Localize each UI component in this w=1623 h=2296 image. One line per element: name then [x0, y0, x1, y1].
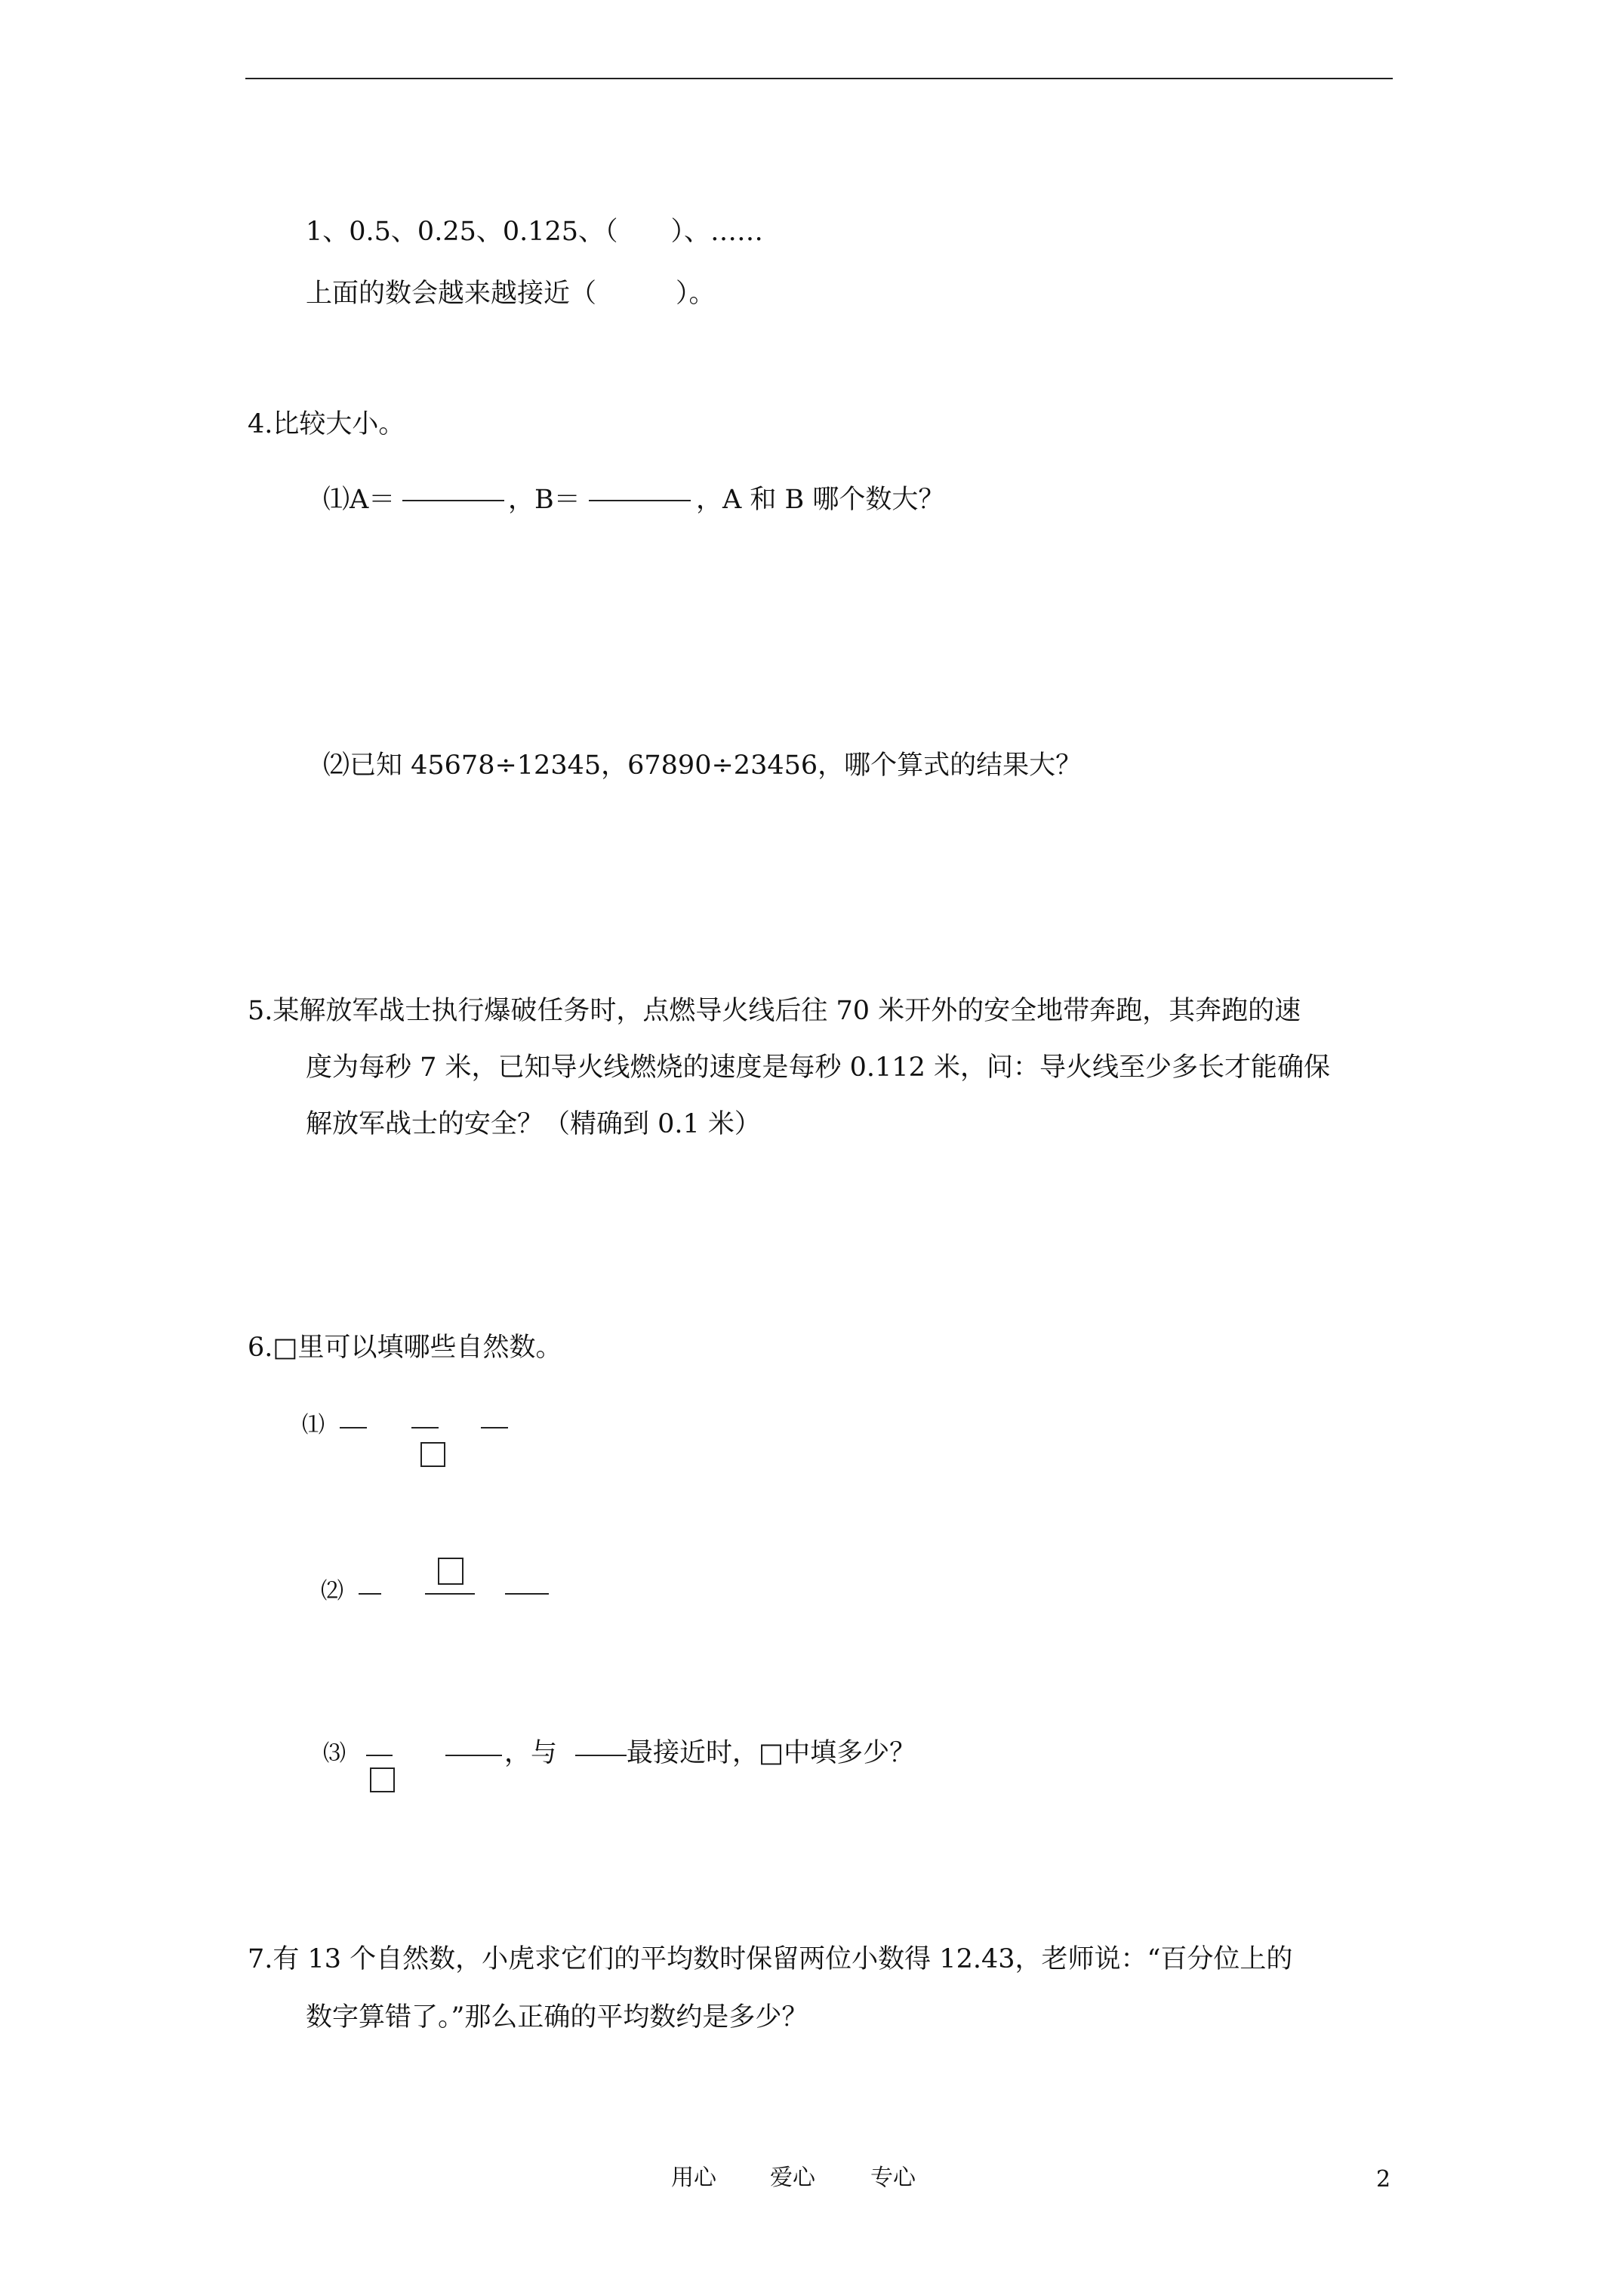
q6-title: 6.□里可以填哪些自然数。 [248, 1333, 562, 1363]
fraction-bar [445, 1755, 502, 1756]
q6-part3-text-b: 最接近时，□中填多少？ [627, 1738, 916, 1768]
blank-box [370, 1767, 395, 1792]
fraction-bar [481, 1427, 508, 1428]
fraction-bar [505, 1593, 549, 1595]
fraction-bar [411, 1427, 439, 1428]
footer-motto-2: 爱心 [770, 2165, 815, 2191]
blank-box [420, 1442, 445, 1467]
q5-line2: 度为每秒 7 米，已知导火线燃烧的速度是每秒 0.112 米，问：导火线至少多长才能确保 [306, 1052, 1330, 1083]
q4-title: 4.比较大小。 [248, 409, 405, 439]
q4-part1-b: ，B＝ [508, 485, 581, 515]
fraction-bar [366, 1755, 393, 1756]
footer-motto-1: 用心 [671, 2165, 716, 2191]
q5-line1: 5.某解放军战士执行爆破任务时，点燃导火线后往 70 米开外的安全地带奔跑，其奔跑的速 [248, 996, 1301, 1026]
footer-motto-3: 专心 [870, 2165, 916, 2191]
q7-line2: 数字算错了。”那么正确的平均数约是多少？ [306, 2002, 808, 2032]
fraction-bar [359, 1593, 381, 1595]
fraction-bar [425, 1593, 475, 1595]
q6-part3-text-a: ，与 [504, 1738, 558, 1768]
approach-line: 上面的数会越来越接近（ ）。 [306, 279, 716, 309]
q6-part3-label: ⑶ [323, 1740, 346, 1767]
header-rule [245, 78, 1393, 79]
q4-part1-c: ，A 和 B 哪个数大？ [696, 485, 945, 515]
q6-part1-label: ⑴ [302, 1412, 325, 1438]
sequence-line: 1、0.5、0.25、0.125、（ ）、…… [306, 217, 764, 247]
q4-part2: ⑵已知 45678÷12345，67890÷23456，哪个算式的结果大？ [323, 750, 1083, 781]
fraction-bar [340, 1427, 367, 1428]
page-number: 2 [1376, 2166, 1391, 2193]
q7-line1: 7.有 13 个自然数，小虎求它们的平均数时保留两位小数得 12.43，老师说：“百分位上的 [248, 1944, 1293, 1974]
q4-blank-b [589, 500, 691, 501]
fraction-bar [575, 1755, 627, 1756]
q6-part2-label: ⑵ [321, 1578, 343, 1604]
q5-line3: 解放军战士的安全？（精确到 0.1 米） [306, 1109, 761, 1139]
q4-blank-a [402, 500, 504, 501]
blank-box [438, 1558, 463, 1585]
q4-part1-a: ⑴A＝ [323, 485, 396, 515]
